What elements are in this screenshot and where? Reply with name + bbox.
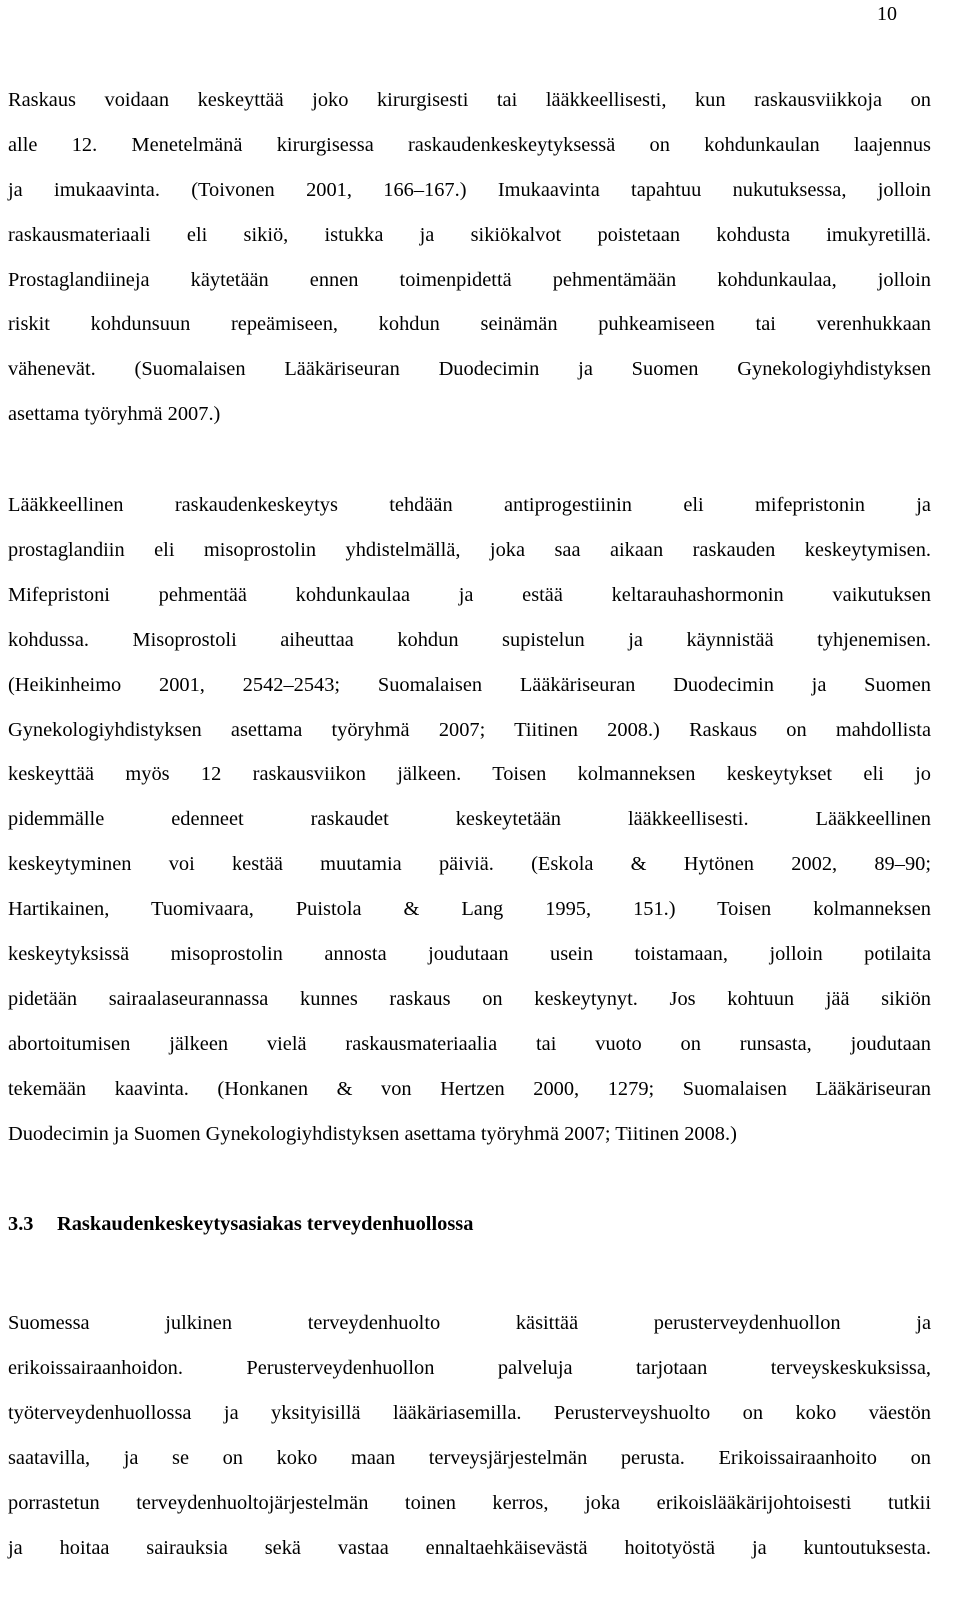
text-line: Gynekologiyhdistyksen asettama työryhmä 2007; Tiitinen 2008.) Raskaus on mahdollista — [8, 718, 931, 741]
text-line: vähenevät. (Suomalaisen Lääkäriseuran Duodecimin ja Suomen Gynekologiyhdistyksen — [8, 358, 931, 381]
text-line: raskausmateriaali eli sikiö, istukka ja sikiökalvot poistetaan kohdusta imukyretillä. — [8, 223, 931, 246]
text-line: Duodecimin ja Suomen Gynekologiyhdistyksen asettama työryhmä 2007; Tiitinen 2008.) — [8, 1122, 737, 1145]
text-line: keskeyttää myös 12 raskausviikon jälkeen. Toisen kolmanneksen keskeytykset eli jo — [8, 763, 931, 786]
text-line: kohdussa. Misoprostoli aiheuttaa kohdun supistelun ja käynnistää tyhjenemisen. — [8, 628, 931, 651]
text-line: tekemään kaavinta. (Honkanen & von Hertzen 2000, 1279; Suomalaisen Lääkäriseuran — [8, 1077, 931, 1100]
section-heading — [8, 1202, 931, 1247]
document-body — [8, 78, 931, 1571]
text-line: prostaglandiin eli misoprostolin yhdistelmällä, joka saa aikaan raskauden keskeytymisen. — [8, 539, 931, 562]
text-line: asettama työryhmä 2007.) — [8, 403, 221, 426]
text-line: (Heikinheimo 2001, 2542–2543; Suomalaisen Lääkäriseuran Duodecimin ja Suomen — [8, 673, 931, 696]
paragraph-medical-abortion — [8, 483, 931, 1156]
text-line: pidetään sairaalaseurannassa kunnes raskaus on keskeytynyt. Jos kohtuun jää sikiön — [8, 987, 931, 1010]
text-line: Raskaus voidaan keskeyttää joko kirurgisesti tai lääkkeellisesti, kun raskausviikkoja on — [8, 89, 931, 111]
text-line: Lääkkeellinen raskaudenkeskeytys tehdään antiprogestiinin eli mifepristonin ja — [8, 494, 931, 517]
text-line: alle 12. Menetelmänä kirurgisessa raskaudenkeskeytyksessä on kohdunkaulan laajennus — [8, 133, 931, 156]
text-line: riskit kohdunsuun repeämiseen, kohdun seinämän puhkeamiseen tai verenhukkaan — [8, 313, 931, 336]
text-line: Suomessa julkinen terveydenhuolto käsittää perusterveydenhuollon ja — [8, 1312, 931, 1335]
text-line: Mifepristoni pehmentää kohdunkaulaa ja estää keltarauhashormonin vaikutuksen — [8, 583, 931, 606]
text-line: ja hoitaa sairauksia sekä vastaa ennaltaehkäisevästä hoitotyöstä ja kuntoutuksesta. — [8, 1536, 931, 1559]
section-number: 3.3 — [8, 1213, 34, 1236]
paragraph-public-healthcare — [8, 1301, 931, 1570]
text-line: saatavilla, ja se on koko maan terveysjärjestelmän perusta. Erikoissairaanhoito on — [8, 1447, 931, 1470]
text-line: pidemmälle edenneet raskaudet keskeytetään lääkkeellisesti. Lääkkeellinen — [8, 808, 931, 831]
text-line: abortoitumisen jälkeen vielä raskausmateriaalia tai vuoto on runsasta, joudutaan — [8, 1032, 931, 1055]
page-number: 10 — [877, 3, 897, 25]
text-line: keskeytyminen voi kestää muutamia päiviä. (Eskola & Hytönen 2002, 89–90; — [8, 853, 931, 876]
paragraph-surgical-abortion — [8, 78, 931, 437]
text-line: porrastetun terveydenhuoltojärjestelmän toinen kerros, joka erikoislääkärijohtoisesti tutkii — [8, 1491, 931, 1514]
text-line: ja imukaavinta. (Toivonen 2001, 166–167.) Imukaavinta tapahtuu nukutuksessa, jolloin — [8, 178, 931, 201]
text-line: keskeytyksissä misoprostolin annosta joudutaan usein toistamaan, jolloin potilaita — [8, 943, 931, 966]
text-line: Prostaglandiineja käytetään ennen toimenpidettä pehmentämään kohdunkaulaa, jolloin — [8, 268, 931, 291]
text-line: työterveydenhuollossa ja yksityisillä lääkäriasemilla. Perusterveyshuolto on koko väestön — [8, 1402, 931, 1425]
text-line: erikoissairaanhoidon. Perusterveydenhuollon palveluja tarjotaan terveyskeskuksissa, — [8, 1357, 931, 1380]
text-line: Hartikainen, Tuomivaara, Puistola & Lang 1995, 151.) Toisen kolmanneksen — [8, 898, 931, 921]
section-title: Raskaudenkeskeytysasiakas terveydenhuollossa — [57, 1213, 474, 1236]
